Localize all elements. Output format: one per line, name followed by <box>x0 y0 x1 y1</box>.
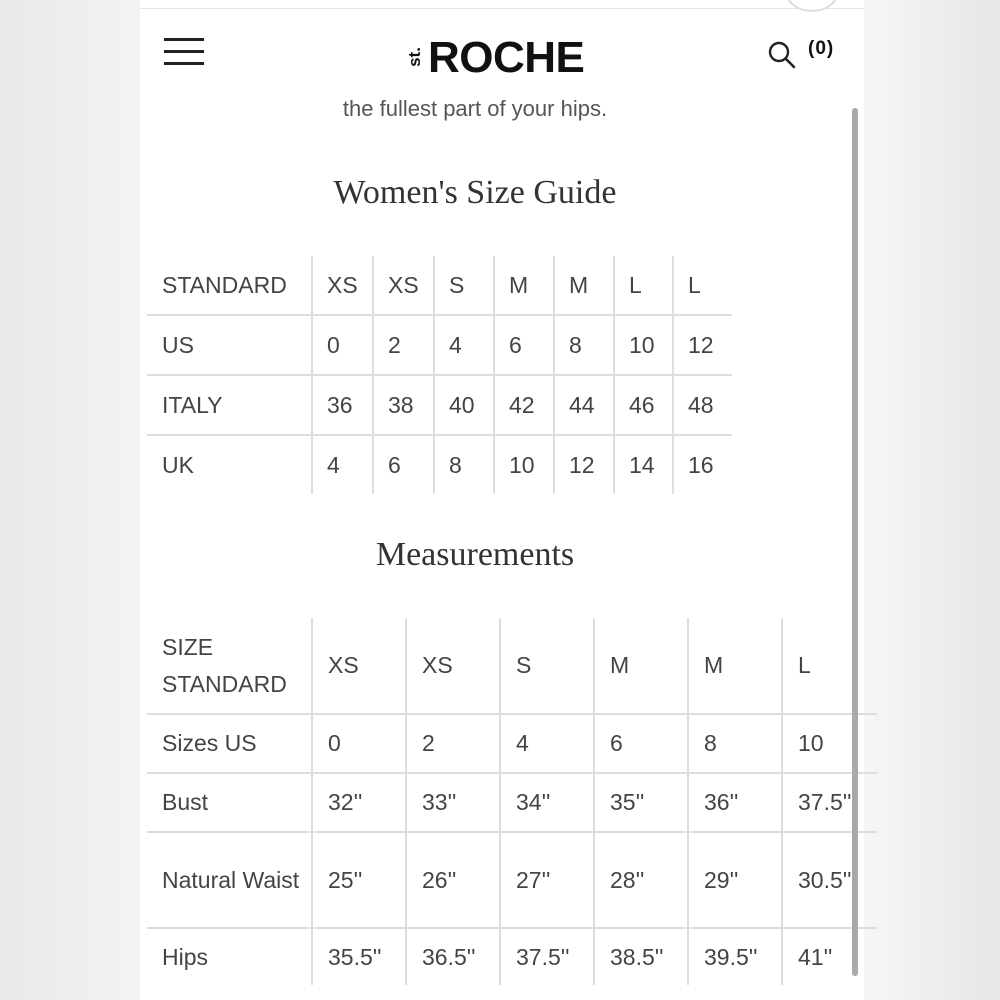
table-cell: 0 <box>312 315 373 375</box>
background-left <box>0 0 140 1000</box>
table-cell: 38 <box>373 375 434 435</box>
table-cell: 33'' <box>406 773 500 832</box>
search-icon[interactable] <box>767 40 797 70</box>
table-cell: XS <box>312 256 373 315</box>
table-cell: XS <box>406 618 500 714</box>
table-cell: 25'' <box>312 832 406 928</box>
table-cell: 36'' <box>688 773 782 832</box>
table-cell: 6 <box>373 435 434 494</box>
table-cell: S <box>500 618 594 714</box>
table-cell: 10 <box>494 435 554 494</box>
table-cell: 35.5'' <box>312 928 406 985</box>
row-header-cell: STANDARD <box>162 271 287 298</box>
table-cell: L <box>782 618 877 714</box>
table-row <box>147 256 732 315</box>
table-cell: 10 <box>782 714 877 773</box>
row-header-cell: SIZE STANDARD <box>162 633 287 697</box>
table-cell: 34'' <box>500 773 594 832</box>
table-cell: 2 <box>373 315 434 375</box>
logo-prefix: st. <box>405 47 424 67</box>
table-cell: 0 <box>312 714 406 773</box>
table-cell: 29'' <box>688 832 782 928</box>
table-cell: 36 <box>312 375 373 435</box>
table-row <box>147 315 732 375</box>
table-cell: XS <box>312 618 406 714</box>
brand-logo[interactable] <box>404 30 604 82</box>
table-cell: 39.5'' <box>688 928 782 985</box>
table-cell: 44 <box>554 375 614 435</box>
table-row <box>147 832 877 928</box>
table-cell: 8 <box>434 435 494 494</box>
table-cell: 26'' <box>406 832 500 928</box>
scrollbar-track[interactable] <box>852 108 858 976</box>
logo-wordmark: ROCHE <box>428 33 585 82</box>
table-cell: 32'' <box>312 773 406 832</box>
hamburger-menu-icon[interactable] <box>164 36 204 68</box>
size-guide-title: Women's Size Guide <box>333 174 617 211</box>
table-row <box>147 773 877 832</box>
table-row <box>147 435 732 494</box>
table-row <box>147 714 877 773</box>
table-cell: 8 <box>688 714 782 773</box>
table-cell: 16 <box>673 435 732 494</box>
table-cell: 37.5'' <box>782 773 877 832</box>
menu-line <box>164 38 204 41</box>
intro-text: the fullest part of your hips. <box>342 96 608 121</box>
table-cell: 12 <box>673 315 732 375</box>
background-right <box>864 0 1000 1000</box>
table-cell: S <box>434 256 494 315</box>
row-header-cell: Sizes US <box>147 714 312 773</box>
table-row <box>147 375 732 435</box>
table-cell: L <box>673 256 732 315</box>
table-cell: 42 <box>494 375 554 435</box>
row-header-cell: Natural Waist <box>147 832 312 928</box>
scrollbar-thumb[interactable] <box>852 108 858 976</box>
table-cell: 8 <box>554 315 614 375</box>
table-cell: 12 <box>554 435 614 494</box>
table-row <box>147 928 877 985</box>
row-header-cell: Hips <box>147 928 312 985</box>
row-header-cell: UK <box>147 435 312 494</box>
menu-line <box>164 50 204 53</box>
table-cell: 40 <box>434 375 494 435</box>
table-cell: M <box>688 618 782 714</box>
menu-line <box>164 62 204 65</box>
measurements-table <box>147 618 877 985</box>
table-cell: 28'' <box>594 832 688 928</box>
table-cell: M <box>554 256 614 315</box>
table-cell: 14 <box>614 435 673 494</box>
table-cell: 38.5'' <box>594 928 688 985</box>
table-row <box>147 618 877 714</box>
table-cell: 37.5'' <box>500 928 594 985</box>
table-cell: 6 <box>494 315 554 375</box>
table-cell: XS <box>373 256 434 315</box>
table-cell: 48 <box>673 375 732 435</box>
table-cell: 27'' <box>500 832 594 928</box>
table-cell: 6 <box>594 714 688 773</box>
table-cell: 46 <box>614 375 673 435</box>
row-header-cell: US <box>147 315 312 375</box>
table-cell: 41'' <box>782 928 877 985</box>
cart-count[interactable]: (0) <box>808 38 835 59</box>
table-cell: M <box>594 618 688 714</box>
table-cell: 35'' <box>594 773 688 832</box>
row-header-cell: Bust <box>147 773 312 832</box>
table-cell: 4 <box>500 714 594 773</box>
table-cell: 4 <box>312 435 373 494</box>
table-cell: 30.5'' <box>782 832 877 928</box>
size-guide-table <box>147 256 732 494</box>
table-cell: 2 <box>406 714 500 773</box>
table-cell: 4 <box>434 315 494 375</box>
table-cell: L <box>614 256 673 315</box>
table-cell: M <box>494 256 554 315</box>
row-header-cell: ITALY <box>147 375 312 435</box>
measurements-title: Measurements <box>375 536 575 573</box>
table-cell: 10 <box>614 315 673 375</box>
top-divider <box>140 8 864 9</box>
table-cell: 36.5'' <box>406 928 500 985</box>
